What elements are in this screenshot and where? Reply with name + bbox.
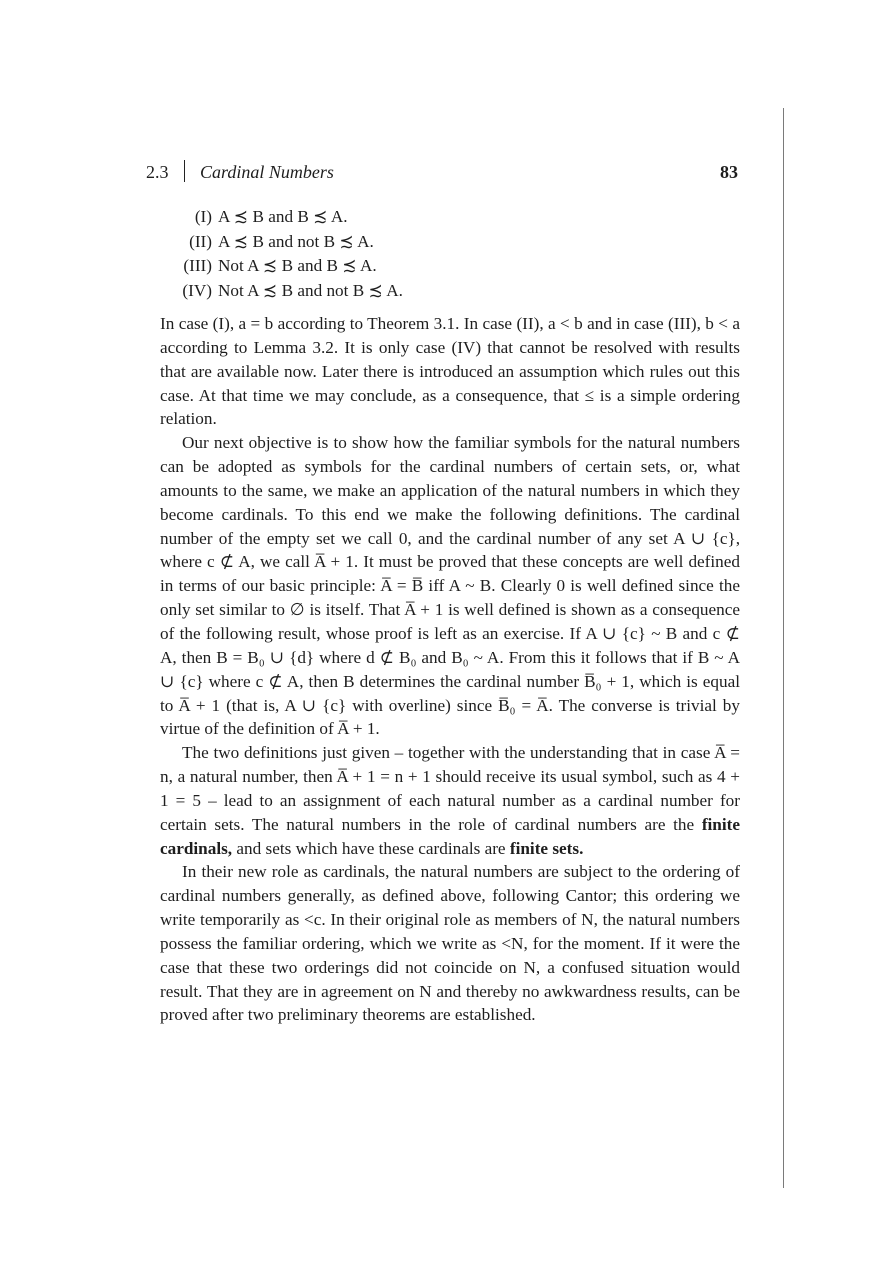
scan-margin-line bbox=[783, 108, 784, 1188]
case-label: (IV) bbox=[182, 280, 212, 300]
paragraph bbox=[160, 741, 740, 860]
paragraph bbox=[160, 860, 740, 1027]
case-list bbox=[172, 205, 403, 303]
paragraph-text: Our next objective is to show how the familiar symbols for the natural numbers can be adopted as symbols for the cardinal numbers of certain sets, or, what amounts to the same, we make an application of the natural numbers in which they become cardinals. To this end we make the following definitions. The cardinal number of the empty set we call 0, and the cardinal number of any set A ∪ {c}, where c ⊄ A, we call A̅ + 1. It must be proved that these concepts are well defined in terms of our basic principle: A̅ = B̅ iff A ~ B. Clearly 0 is well defined since the only set similar to ∅ is itself. That A̅ + 1 is well defined is shown as a consequence of the following result, whose proof is left as an exercise. If A ∪ {c} ~ B and c ⊄ A, then B = B₀ ∪ {d} where d ⊄ B₀ and B₀ ~ A. From this it follows that if B ~ A ∪ {c} where c ⊄ A, then B determines the cardinal number B̅₀ + 1, which is equal to A̅ + 1 (that is, A ∪ {c} with overline) since B̅₀ = A̅. The converse is trivial by virtue of the definition of A̅ + 1. bbox=[160, 433, 740, 739]
paragraph-text: In case (I), a = b according to Theorem 3.1. In case (II), a < b and in case (III), b < a according to Lemma 3.2. It is only case (IV) that cannot be resolved with results that are available now. Later there is introduced an assumption which rules out this case. At that time we may conclude, as a consequence, that ≤ is a simple ordering relation. bbox=[160, 314, 740, 429]
case-item bbox=[172, 205, 403, 230]
case-text: A ≾ B and B ≾ A. bbox=[218, 207, 348, 226]
paragraph bbox=[160, 312, 740, 431]
case-label: (III) bbox=[183, 256, 212, 275]
paragraph bbox=[160, 431, 740, 741]
case-item bbox=[172, 279, 403, 304]
bold-term-finite-sets: finite sets. bbox=[509, 838, 584, 858]
case-text: A ≾ B and not B ≾ A. bbox=[218, 231, 374, 251]
paragraph-text: and sets which have these cardinals are bbox=[236, 838, 506, 858]
case-text: Not A ≾ B and not B ≾ A. bbox=[218, 280, 403, 300]
section-number: 2.3 bbox=[146, 162, 169, 182]
case-text: Not A ≾ B and B ≾ A. bbox=[218, 256, 377, 275]
paragraph-text: In their new role as cardinals, the natural numbers are subject to the ordering of cardinal numbers generally, as defined above, following Cantor; this ordering we write temporarily as <c. In their original role as members of N, the natural numbers possess the familiar ordering, which we write as <N, for the moment. If it were the case that these two orderings did not coincide on N, a confused situation would result. That they are in agreement on N and thereby no awkwardness results, can be proved after two preliminary theorems are established. bbox=[160, 862, 740, 1025]
bold-term-finite-cardinals: finite cardinals, bbox=[160, 814, 740, 858]
case-label: (II) bbox=[189, 231, 212, 251]
case-item bbox=[172, 230, 403, 255]
case-item bbox=[172, 254, 403, 279]
running-header bbox=[146, 160, 738, 188]
body-text bbox=[160, 312, 740, 1027]
case-label: (I) bbox=[194, 207, 212, 226]
chapter-title: Cardinal Numbers bbox=[200, 162, 334, 182]
header-divider bbox=[184, 160, 185, 182]
page-number: 83 bbox=[720, 162, 738, 182]
paragraph-text: The two definitions just given – together with the understanding that in case A̅ = n, a natural number, then A̅ + 1 = n + 1 should receive its usual symbol, such as 4 + 1 = 5 – lead to an assignment of each natural number as a cardinal number for certain sets. The natural numbers in the role of cardinal numbers are the bbox=[160, 743, 740, 834]
